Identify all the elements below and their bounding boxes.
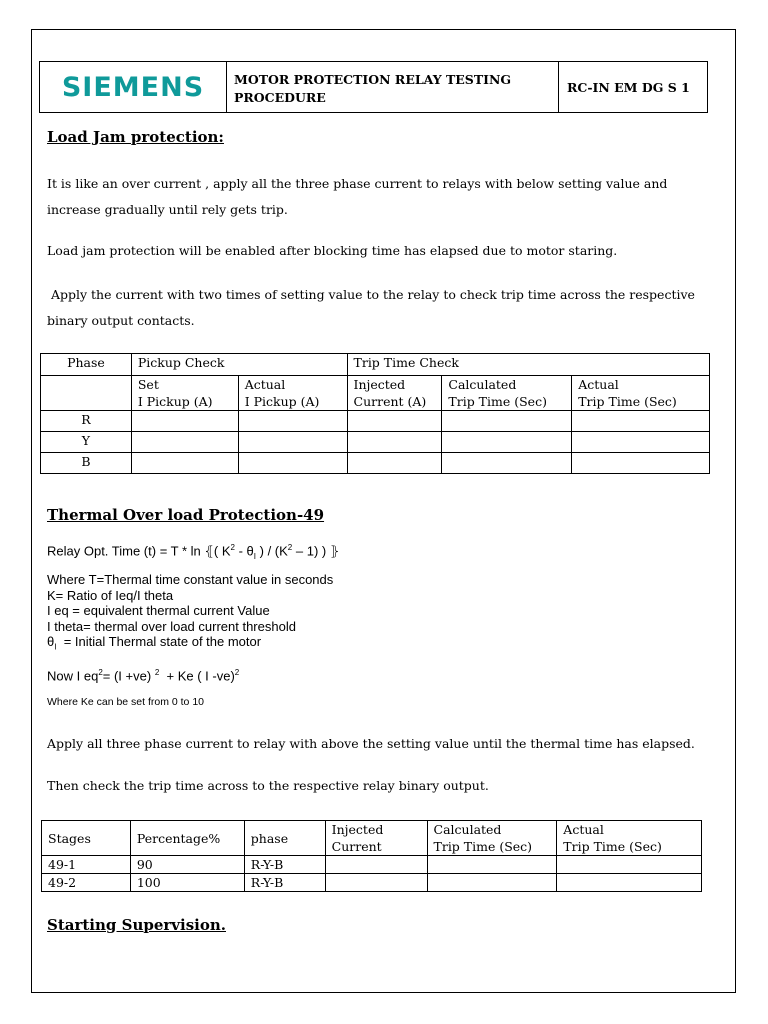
header-actual-trip: Actual Trip Time (Sec) bbox=[557, 821, 702, 856]
header-pickup-check: Pickup Check bbox=[131, 354, 347, 376]
phase-cell: B bbox=[41, 453, 132, 474]
load-jam-para-2: Load jam protection will be enabled after blocking time has elapsed due to motor staring. bbox=[47, 243, 618, 258]
subheader-actual-pickup: Actual I Pickup (A) bbox=[238, 376, 347, 411]
document-header bbox=[39, 61, 708, 113]
document-code: RC-IN EM DG S 1 bbox=[567, 79, 690, 95]
header-percentage: Percentage% bbox=[130, 821, 244, 856]
where-definitions bbox=[47, 572, 333, 655]
where-line-5: $\theta_I$ = Initial Thermal state of the motor bbox=[47, 634, 262, 652]
starting-supervision-heading: Starting Supervision. bbox=[47, 916, 226, 934]
load-jam-para-3 bbox=[47, 282, 727, 334]
where-line-4: I theta= thermal over load current threshold bbox=[47, 618, 296, 634]
phase-cell: Y bbox=[41, 432, 132, 453]
subheader-injected-current: Injected Current (A) bbox=[347, 376, 442, 411]
stage-cell: 49-1 bbox=[42, 856, 131, 874]
percentage-cell: 90 bbox=[130, 856, 244, 874]
header-stages: Stages bbox=[42, 821, 131, 856]
ke-note: Where Ke can be set from 0 to 10 bbox=[47, 696, 204, 708]
table-row bbox=[42, 874, 702, 892]
table-row bbox=[42, 856, 702, 874]
header-phase: Phase bbox=[41, 354, 132, 376]
header-trip-time-check: Trip Time Check bbox=[347, 354, 710, 376]
load-jam-para-3-line-1: Apply the current with two times of setting value to the relay to check trip time across the respective bbox=[47, 287, 695, 302]
phase-cell: R-Y-B bbox=[244, 856, 325, 874]
thermal-para-1: Apply all three phase current to relay with above the setting value until the thermal time has elapsed. bbox=[47, 736, 695, 751]
ieq-formula: Now I $eq^2= (I +ve) ^2 + Ke$ ( I -ve)$^2$ bbox=[47, 668, 240, 684]
load-jam-heading: Load Jam protection: bbox=[47, 128, 224, 146]
table-row bbox=[41, 432, 710, 453]
header-phase: phase bbox=[244, 821, 325, 856]
subheader-calculated-trip: Calculated Trip Time (Sec) bbox=[442, 376, 572, 411]
subheader-empty bbox=[41, 376, 132, 411]
header-injected-current: Injected Current bbox=[325, 821, 427, 856]
phase-cell: R bbox=[41, 411, 132, 432]
load-jam-para-1-line-1: It is like an over current , apply all the three phase current to relays with below setting value and bbox=[47, 176, 668, 191]
load-jam-para-1 bbox=[47, 171, 727, 223]
siemens-logo bbox=[40, 62, 227, 112]
thermal-para-2: Then check the trip time across to the respective relay binary output. bbox=[47, 778, 489, 793]
subheader-actual-trip: Actual Trip Time (Sec) bbox=[572, 376, 710, 411]
document-title bbox=[227, 62, 559, 112]
subheader-set-pickup: Set I Pickup (A) bbox=[131, 376, 238, 411]
title-line-1: MOTOR PROTECTION RELAY TESTING bbox=[234, 72, 512, 87]
stage-cell: 49-2 bbox=[42, 874, 131, 892]
title-line-2: PROCEDURE bbox=[234, 90, 326, 105]
relay-time-formula: Relay Opt. Time (t) = T * ln ⦃( $K^2 - \theta_I$ ) / $(K^2 - 1)$ ) ⦄ bbox=[47, 543, 340, 561]
table-row bbox=[41, 411, 710, 432]
where-line-3: I eq = equivalent thermal current Value bbox=[47, 603, 270, 618]
table-row bbox=[41, 453, 710, 474]
thermal-stages-table bbox=[41, 820, 702, 892]
phase-cell: R-Y-B bbox=[244, 874, 325, 892]
thermal-heading: Thermal Over load Protection-49 bbox=[47, 506, 325, 524]
where-line-1: Where T=Thermal time constant value in seconds bbox=[47, 572, 334, 587]
load-jam-para-3-line-2: binary output contacts. bbox=[47, 313, 195, 328]
pickup-trip-table bbox=[40, 353, 710, 474]
where-line-2: K= Ratio of Ieq/I theta bbox=[47, 587, 174, 603]
logo-text: SIEMENS bbox=[61, 71, 205, 103]
header-calculated-trip: Calculated Trip Time (Sec) bbox=[427, 821, 557, 856]
percentage-cell: 100 bbox=[130, 874, 244, 892]
load-jam-para-1-line-2: increase gradually until rely gets trip. bbox=[47, 202, 288, 217]
